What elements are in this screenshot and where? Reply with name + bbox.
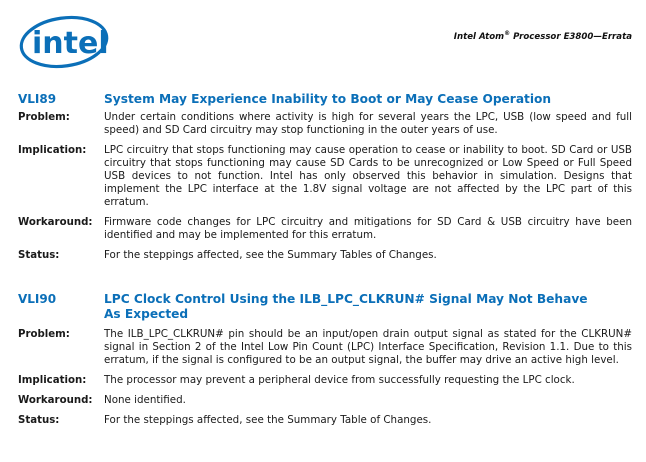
workaround-text: Firmware code changes for LPC circuitry and mitigations for SD Card & USB circuitry have been identified and may be implemented for this erratum. <box>104 216 632 241</box>
problem-label: Problem: <box>18 329 70 340</box>
erratum-title: LPC Clock Control Using the ILB_LPC_CLKRUN# Signal May Not Behave As Expected <box>104 292 588 321</box>
problem-label: Problem: <box>18 112 70 123</box>
problem-text: The ILB_LPC_CLKRUN# pin should be an input/open drain output signal as stated for the CLKRUN# signal in Section 2 of the Intel Low Pin Count (LPC) Interface Specification, Revision 1.1. Due to this erratum, if the signal is configured to be an output signal, the buffer may drive an active high level. <box>104 328 632 366</box>
workaround-text: None identified. <box>104 394 186 406</box>
implication-label: Implication: <box>18 145 87 156</box>
intel-logo <box>18 8 114 70</box>
status-label: Status: <box>18 250 60 261</box>
workaround-label: Workaround: <box>18 217 93 228</box>
workaround-label: Workaround: <box>18 395 93 406</box>
implication-text: LPC circuitry that stops functioning may cause operation to cease or inability to boot. SD Card or USB circuitry that stops functioning may cause SD Cards to be unrecognized or Low Speed or Full Speed USB devices to not function. Intel has only observed this behavior in simulation. Designs that implement the LPC interface at the 1.8V signal voltage are not affected by the LPC part of this erratum. <box>104 144 632 208</box>
erratum-id: VLI89 <box>18 92 57 106</box>
erratum-id: VLI90 <box>18 292 57 306</box>
erratum-vli89 <box>18 92 632 262</box>
status-text: For the steppings affected, see the Summary Table of Changes. <box>104 414 432 426</box>
implication-text: The processor may prevent a peripheral device from successfully requesting the LPC clock. <box>104 374 575 386</box>
document-title: Intel Atom® Processor E3800—Errata <box>453 30 632 42</box>
intel-logo-text: intel <box>32 26 109 61</box>
implication-label: Implication: <box>18 375 87 386</box>
erratum-vli90 <box>18 292 632 427</box>
status-text: For the steppings affected, see the Summary Tables of Changes. <box>104 249 437 261</box>
erratum-title: System May Experience Inability to Boot or May Cease Operation <box>104 92 552 106</box>
problem-text: Under certain conditions where activity is high for several years the LPC, USB (low speed and full speed) and SD Card circuitry may stop functioning in the outer years of use. <box>104 111 632 136</box>
status-label: Status: <box>18 415 60 426</box>
